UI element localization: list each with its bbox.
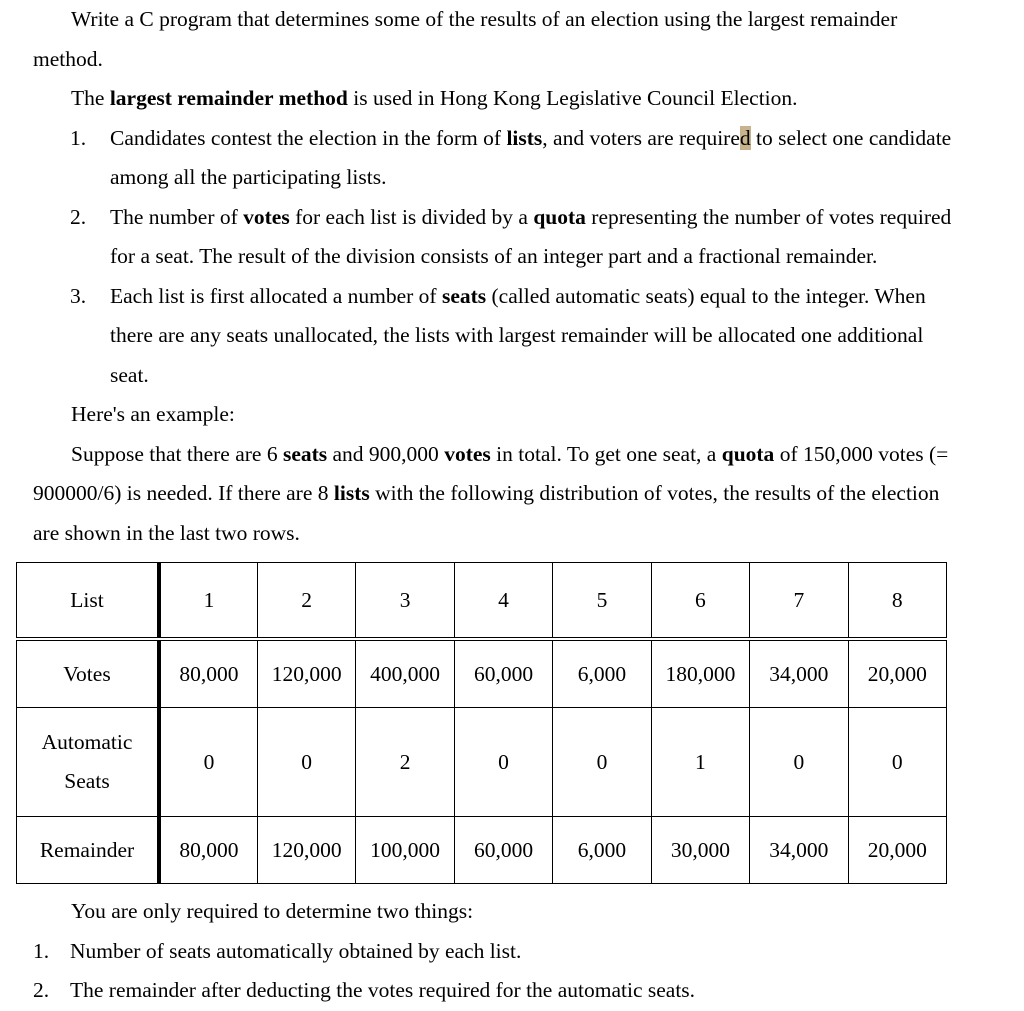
header-cell-list: List [17,563,160,640]
rule-bold-lists: lists [506,125,543,150]
autoseats-cell-3: 2 [356,708,454,817]
votes-cell-7: 34,000 [750,639,848,708]
row-label-remainder: Remainder [17,817,160,884]
autoseats-cell-7: 0 [750,708,848,817]
example-intro-paragraph [0,395,1024,435]
autoseats-cell-5: 0 [553,708,651,817]
definition-paragraph [0,79,1024,119]
rule-text-1-mid: , and voters are require [542,125,740,150]
requirement-item-1 [0,932,1024,972]
table-row [17,639,947,708]
requirements-list [0,932,1024,1011]
requirement-text-2: The remainder after deducting the votes required for the automatic seats. [70,978,696,1002]
example-line2-post: with the following distribution of [369,481,662,505]
header-cell-1: 1 [159,563,257,640]
table-header-row [17,563,947,640]
table-header [17,563,947,640]
header-cell-6: 6 [651,563,749,640]
votes-cell-3: 400,000 [356,639,454,708]
table-bottom-spacer [0,884,1024,892]
row-label-automatic-seats [17,708,160,817]
votes-cell-2: 120,000 [257,639,355,708]
example-pre: Suppose that there are 6 [71,441,283,466]
autoseats-cell-4: 0 [454,708,552,817]
remainder-cell-7: 34,000 [750,817,848,884]
requirement-marker-1: 1. [33,938,50,963]
autoseats-cell-1: 0 [159,708,257,817]
autoseats-cell-8: 0 [848,708,946,817]
requirement-item-2 [0,971,1024,1011]
example-intro-text: Here's an example: [71,402,235,426]
autoseats-cell-2: 0 [257,708,355,817]
example-end: of [774,441,798,466]
closing-text: You are only required to determine two things: [71,899,474,923]
rule-text-2-post: representing the number of votes required for a seat. The result of the division consists of an integer part and a fractional remainder. [110,204,952,268]
row-label-line-2: Seats [64,769,110,793]
remainder-cell-1: 80,000 [159,817,257,884]
votes-cell-1: 80,000 [159,639,257,708]
header-cell-7: 7 [750,563,848,640]
example-bold-votes: votes [444,441,491,466]
remainder-cell-5: 6,000 [553,817,651,884]
example-line2-pre: 150,000 votes (= 900000/6) is needed. If there are 8 [33,441,949,505]
votes-cell-4: 60,000 [454,639,552,708]
example-bold-lists: lists [333,481,370,505]
intro-line-2: remainder method. [33,7,898,71]
votes-cell-6: 180,000 [651,639,749,708]
example-bold-quota: quota [721,441,775,466]
example-body-paragraph [0,435,1024,554]
header-cell-2: 2 [257,563,355,640]
remainder-cell-8: 20,000 [848,817,946,884]
row-label-votes: Votes [17,639,160,708]
remainder-cell-4: 60,000 [454,817,552,884]
rule-bold-quota: quota [533,204,586,229]
rule-text-1-post: to select one candidate among all the participating lists. [110,125,952,189]
definition-suffix: is used in Hong Kong Legislative Council Election. [347,86,798,110]
election-results-table [16,562,947,884]
definition-prefix: The [71,86,110,110]
rule-text-1-pre: Candidates contest the election in the form of [110,125,507,150]
rules-list [0,119,1024,396]
table-body [17,639,947,884]
remainder-cell-2: 120,000 [257,817,355,884]
example-line3: votes, the results of the election are shown in the last two rows. [33,481,940,545]
rule-marker-3: 3. [70,283,87,308]
example-bold-seats: seats [282,441,328,466]
example-post: in total. To get one seat, a [490,441,722,466]
highlighted-character: d [739,125,751,150]
votes-cell-5: 6,000 [553,639,651,708]
rule-text-3-pre: Each list is first allocated a number of [110,283,442,308]
closing-paragraph [0,892,1024,932]
example-mid: and 900,000 [327,441,445,466]
definition-term: largest remainder method [109,86,348,110]
rule-text-3-post: (called automatic seats) equal to the integer. When there are any seats unallocated, the lists with largest remainder will be allocated one additional seat. [110,283,926,387]
remainder-cell-3: 100,000 [356,817,454,884]
autoseats-cell-6: 1 [651,708,749,817]
row-label-line-1: Automatic [41,730,133,754]
table-row [17,817,947,884]
rule-item-3 [0,277,1024,396]
intro-paragraph [0,0,1024,79]
votes-cell-8: 20,000 [848,639,946,708]
rule-item-1 [0,119,1024,198]
rule-bold-votes: votes [243,204,290,229]
header-cell-5: 5 [553,563,651,640]
rule-bold-seats: seats [441,283,487,308]
rule-marker-1: 1. [70,125,87,150]
results-table-wrapper [0,562,1024,884]
rule-item-2 [0,198,1024,277]
requirement-text-1: Number of seats automatically obtained by each list. [70,938,522,963]
header-cell-8: 8 [848,563,946,640]
table-row [17,708,947,817]
header-cell-4: 4 [454,563,552,640]
remainder-cell-6: 30,000 [651,817,749,884]
rule-marker-2: 2. [70,204,87,229]
rule-text-2-mid: for each list is divided by a [289,204,534,229]
header-cell-3: 3 [356,563,454,640]
intro-line-1: Write a C program that determines some of the results of an election using the largest [71,7,805,31]
requirement-marker-2: 2. [33,978,50,1002]
rule-text-2-pre: The number of [110,204,244,229]
